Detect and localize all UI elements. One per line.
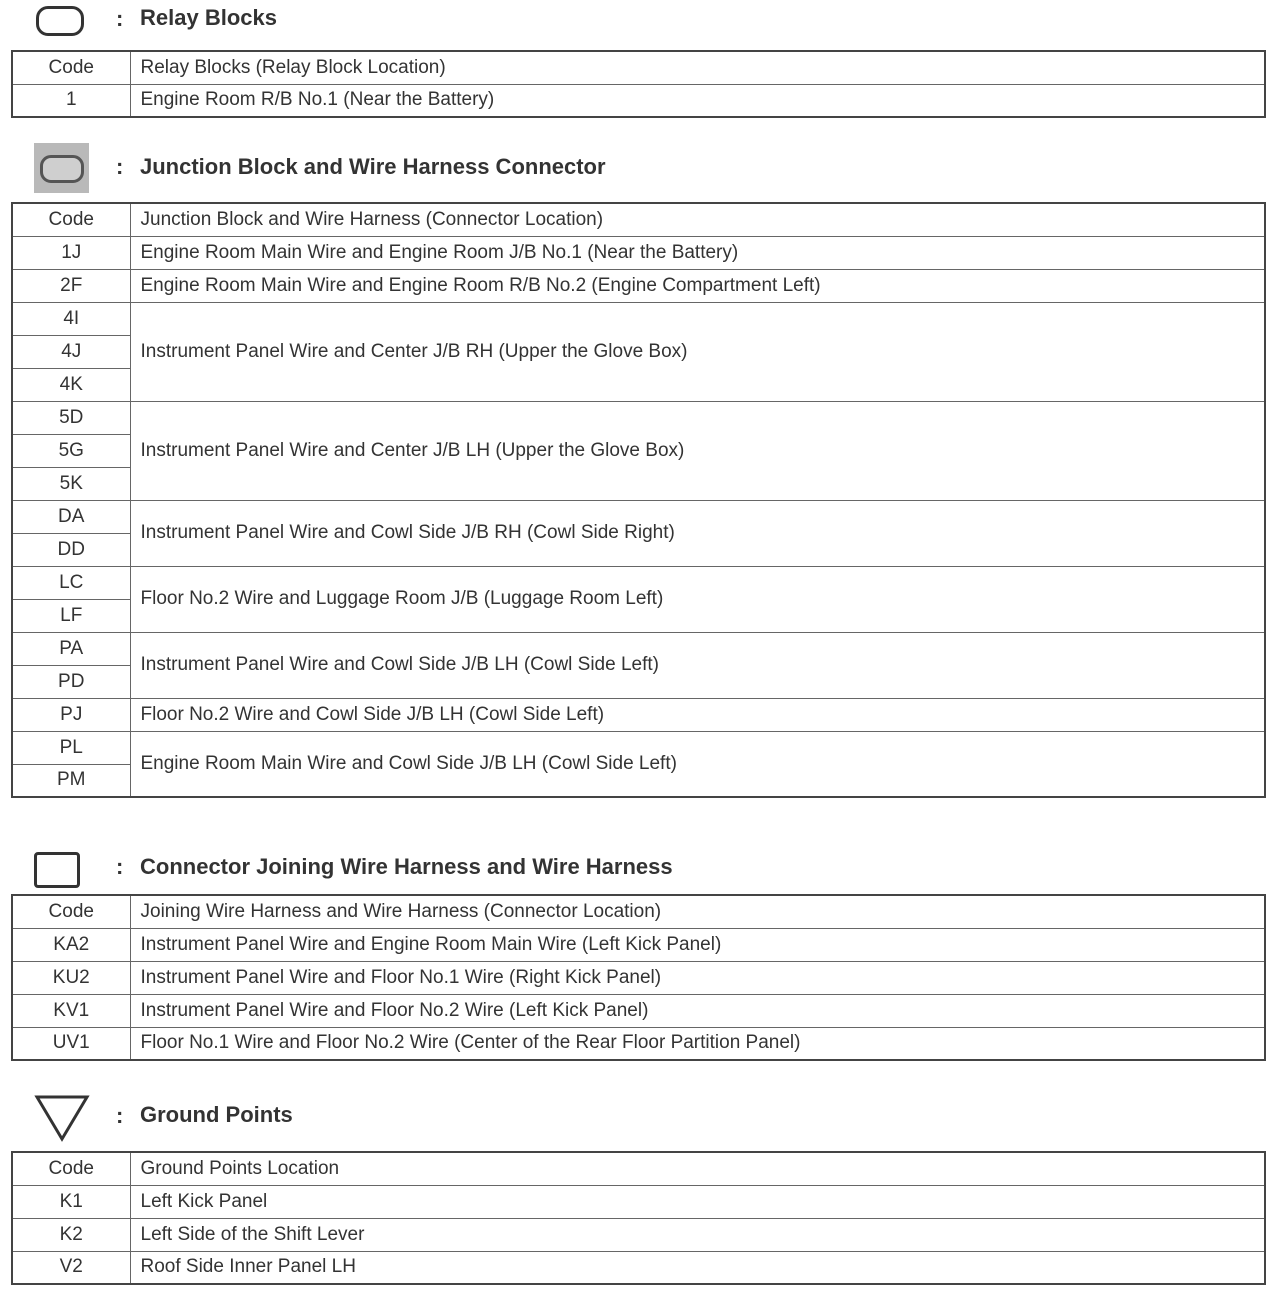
connector-section-title: Connector Joining Wire Harness and Wire Harness	[140, 854, 673, 879]
row-description: Instrument Panel Wire and Cowl Side J/B LH (Cowl Side Left)	[130, 632, 1265, 698]
row-description: Instrument Panel Wire and Floor No.2 Wire (Left Kick Panel)	[130, 994, 1265, 1027]
connector-colon: :	[116, 854, 124, 879]
junction-section-title: Junction Block and Wire Harness Connector	[140, 154, 606, 179]
row-description: Floor No.2 Wire and Cowl Side J/B LH (Cowl Side Left)	[130, 698, 1265, 731]
row-description: Floor No.1 Wire and Floor No.2 Wire (Center of the Rear Floor Partition Panel)	[130, 1027, 1265, 1060]
row-description: Instrument Panel Wire and Center J/B LH (Upper the Glove Box)	[130, 401, 1265, 500]
row-code: V2	[12, 1251, 130, 1284]
table-row	[12, 1027, 1265, 1060]
row-description: Instrument Panel Wire and Center J/B RH (Upper the Glove Box)	[130, 302, 1265, 401]
header-description: Ground Points Location	[130, 1152, 1265, 1185]
header-description: Joining Wire Harness and Wire Harness (Connector Location)	[130, 895, 1265, 928]
table-row	[12, 302, 1265, 335]
row-code: 5K	[12, 467, 130, 500]
row-code: 4J	[12, 335, 130, 368]
relay-colon: :	[116, 6, 124, 31]
table-row	[12, 269, 1265, 302]
table-row	[12, 961, 1265, 994]
relay-section-title: Relay Blocks	[140, 5, 277, 30]
table-header-row	[12, 1152, 1265, 1185]
row-code: PJ	[12, 698, 130, 731]
row-description: Engine Room R/B No.1 (Near the Battery)	[130, 84, 1265, 117]
table-row	[12, 566, 1265, 599]
table-row	[12, 401, 1265, 434]
header-description: Relay Blocks (Relay Block Location)	[130, 51, 1265, 84]
table-row	[12, 698, 1265, 731]
row-description: Engine Room Main Wire and Engine Room J/B No.1 (Near the Battery)	[130, 236, 1265, 269]
row-code: 4K	[12, 368, 130, 401]
table-row	[12, 84, 1265, 117]
ground-section-title: Ground Points	[140, 1102, 293, 1127]
table-header-row	[12, 203, 1265, 236]
row-code: KV1	[12, 994, 130, 1027]
relay-block-symbol-icon	[36, 6, 84, 36]
table-row	[12, 236, 1265, 269]
table-row	[12, 500, 1265, 533]
row-code: PM	[12, 764, 130, 797]
row-code: PA	[12, 632, 130, 665]
row-code: 4I	[12, 302, 130, 335]
row-description: Roof Side Inner Panel LH	[130, 1251, 1265, 1284]
row-code: KU2	[12, 961, 130, 994]
relay-blocks-table	[11, 50, 1266, 118]
header-description: Junction Block and Wire Harness (Connector Location)	[130, 203, 1265, 236]
junction-colon: :	[116, 154, 124, 179]
ground-points-table	[11, 1151, 1266, 1285]
header-code: Code	[12, 895, 130, 928]
table-row	[12, 731, 1265, 764]
row-code: 5G	[12, 434, 130, 467]
row-code: 1J	[12, 236, 130, 269]
row-code: 5D	[12, 401, 130, 434]
row-code: 2F	[12, 269, 130, 302]
row-code: 1	[12, 84, 130, 117]
ground-point-triangle-icon	[34, 1094, 90, 1142]
junction-block-table	[11, 202, 1266, 798]
table-row	[12, 1185, 1265, 1218]
row-description: Left Side of the Shift Lever	[130, 1218, 1265, 1251]
header-code: Code	[12, 51, 130, 84]
table-row	[12, 928, 1265, 961]
header-code: Code	[12, 203, 130, 236]
table-row	[12, 1251, 1265, 1284]
row-code: LF	[12, 599, 130, 632]
header-code: Code	[12, 1152, 130, 1185]
row-description: Left Kick Panel	[130, 1185, 1265, 1218]
row-description: Instrument Panel Wire and Cowl Side J/B RH (Cowl Side Right)	[130, 500, 1265, 566]
connector-table	[11, 894, 1266, 1061]
table-row	[12, 1218, 1265, 1251]
row-code: LC	[12, 566, 130, 599]
row-description: Engine Room Main Wire and Engine Room R/B No.2 (Engine Compartment Left)	[130, 269, 1265, 302]
row-description: Engine Room Main Wire and Cowl Side J/B LH (Cowl Side Left)	[130, 731, 1265, 797]
row-description: Floor No.2 Wire and Luggage Room J/B (Luggage Room Left)	[130, 566, 1265, 632]
row-description: Instrument Panel Wire and Floor No.1 Wire (Right Kick Panel)	[130, 961, 1265, 994]
row-code: PD	[12, 665, 130, 698]
row-code: DD	[12, 533, 130, 566]
junction-block-symbol-icon	[34, 143, 89, 193]
ground-colon: :	[116, 1103, 124, 1128]
table-row	[12, 994, 1265, 1027]
row-code: DA	[12, 500, 130, 533]
row-code: K2	[12, 1218, 130, 1251]
table-header-row	[12, 895, 1265, 928]
row-code: KA2	[12, 928, 130, 961]
table-header-row	[12, 51, 1265, 84]
row-code: UV1	[12, 1027, 130, 1060]
row-code: PL	[12, 731, 130, 764]
row-description: Instrument Panel Wire and Engine Room Main Wire (Left Kick Panel)	[130, 928, 1265, 961]
table-row	[12, 632, 1265, 665]
connector-symbol-icon	[34, 852, 80, 888]
row-code: K1	[12, 1185, 130, 1218]
